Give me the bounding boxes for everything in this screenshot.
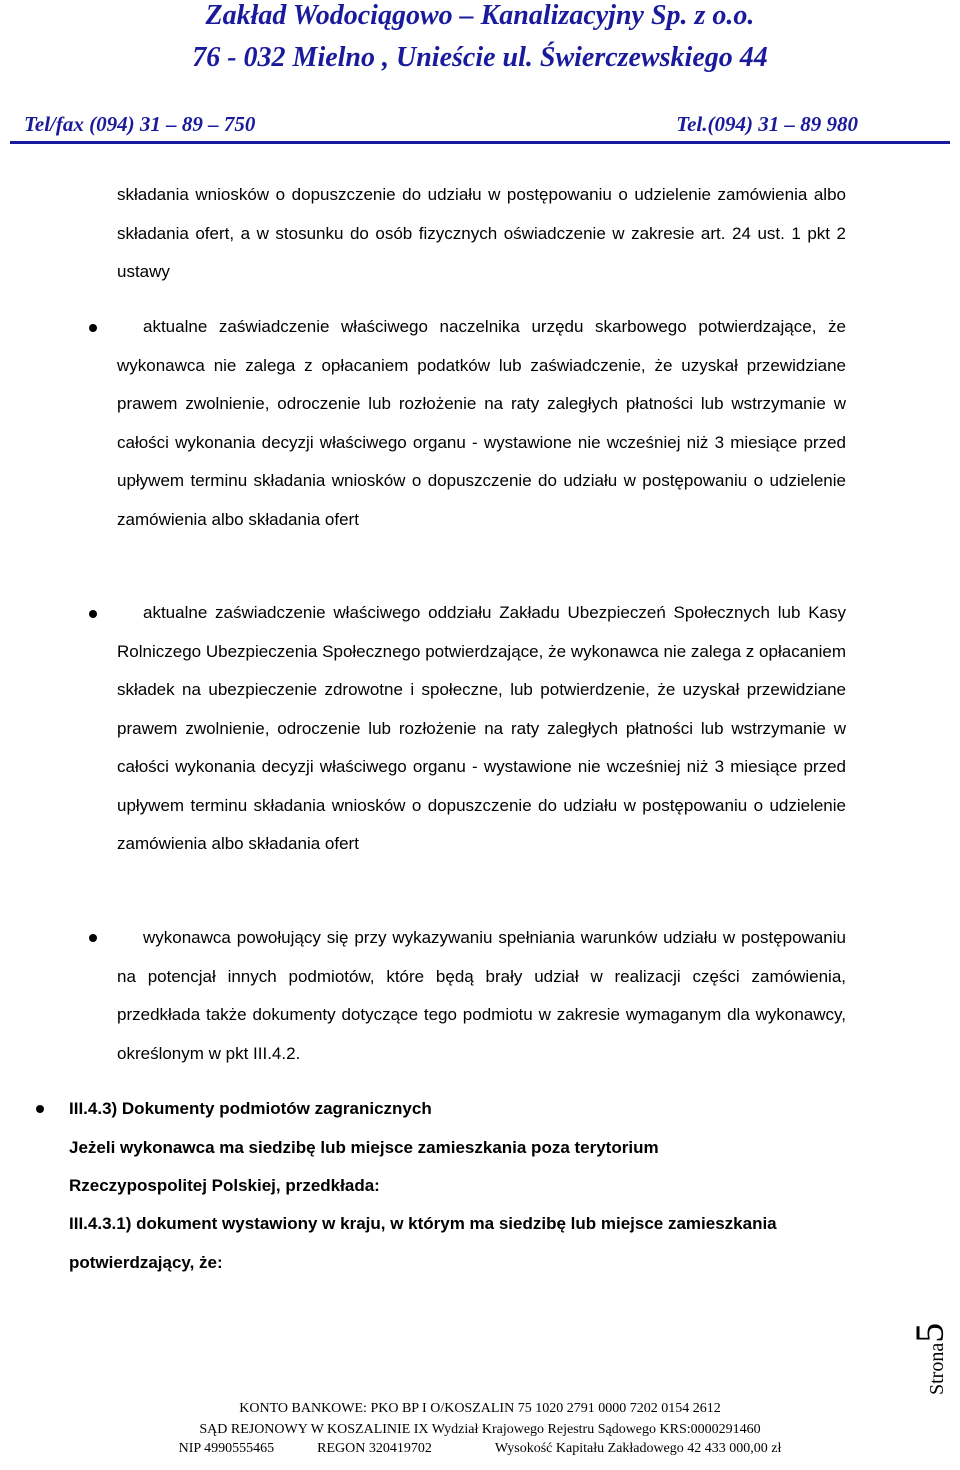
bullet-icon [89,610,97,618]
page-number [906,1295,960,1395]
section-text-line: Rzeczypospolitej Polskiej, przedkłada: [69,1176,380,1195]
bullet-icon [89,324,97,332]
page-label: Strona [926,1342,948,1395]
section-text-line: Jeżeli wykonawca ma siedzibę lub miejsce zamieszkania poza terytorium [69,1138,659,1157]
header-divider [10,141,950,144]
tel: Tel.(094) 31 – 89 980 [676,112,858,136]
footer-regon: REGON 320419702 [317,1441,432,1456]
page-number-value: 5 [907,1322,952,1343]
footer-ids [0,1440,960,1458]
footer-court-registry: SĄD REJONOWY W KOSZALINIE IX Wydział Krajowego Rejestru Sądowego KRS:0000291460 [199,1422,761,1437]
bullet-item-zus-certificate: aktualne zaświadczenie właściwego oddziału Zakładu Ubezpieczeń Społecznych lub Kasy Rolniczego Ubezpieczenia Społecznego potwierdzające, że wykonawca nie zalega z opłacaniem składek na ubezpieczenie zdrowotne i społeczne, lub potwierdzenie, że uzyskał przewidziane prawem zwolnienie, odroczenie lub rozłożenie na raty zaległych płatności lub wstrzymanie w całości wykonania decyzji właściwego organu - wystawione nie wcześniej niż 3 miesiące przed upływem terminu składania wniosków o dopuszczenie do udziału w postępowaniu o udzielenie zamówienia albo składania ofert [117,603,846,853]
company-name: Zakład Wodociągowo – Kanalizacyjny Sp. z o.o. [205,0,755,31]
company-address: 76 - 032 Mielno , Unieście ul. Świerczewskiego 44 [192,42,768,73]
intro-paragraph: składania wniosków o dopuszczenie do udziału w postępowaniu o udzielenie zamówienia albo składania ofert, a w stosunku do osób fizycznych oświadczenie w zakresie art. 24 ust. 1 pkt 2 ustawy [117,185,846,281]
footer-bank-account: KONTO BANKOWE: PKO BP I O/KOSZALIN 75 1020 2791 0000 7202 0154 2612 [239,1401,721,1416]
bullet-item-third-party-resources: wykonawca powołujący się przy wykazywaniu spełniania warunków udziału w postępowaniu na potencjał innych podmiotów, które będą brały udział w realizacji części zamówienia, przedkłada także dokumenty dotyczące tego podmiotu w zakresie wymaganym dla wykonawcy, określonym w pkt III.4.2. [117,928,846,1063]
footer-nip: NIP 4990555465 [178,1441,275,1456]
bullet-icon [36,1105,44,1113]
section-text-line: III.4.3.1) dokument wystawiony w kraju, w którym ma siedzibę lub miejsce zamieszkania [69,1214,777,1233]
footer-capital: Wysokość Kapitału Zakładowego 42 433 000,00 zł [494,1441,782,1456]
section-text-line: potwierdzający, że: [69,1253,223,1272]
section-heading: III.4.3) Dokumenty podmiotów zagranicznych [69,1099,432,1118]
bullet-item-tax-certificate: aktualne zaświadczenie właściwego naczelnika urzędu skarbowego potwierdzające, że wykonawca nie zalega z opłacaniem podatków lub zaświadczenie, że uzyskał przewidziane prawem zwolnienie, odroczenie lub rozłożenie na raty zaległych płatności lub wstrzymanie w całości wykonania decyzji właściwego organu - wystawione nie wcześniej niż 3 miesiące przed upływem terminu składania wniosków o dopuszczenie do udziału w postępowaniu o udzielenie zamówienia albo składania ofert [117,317,846,529]
bullet-icon [89,934,97,942]
tel-fax: Tel/fax (094) 31 – 89 – 750 [24,112,256,136]
